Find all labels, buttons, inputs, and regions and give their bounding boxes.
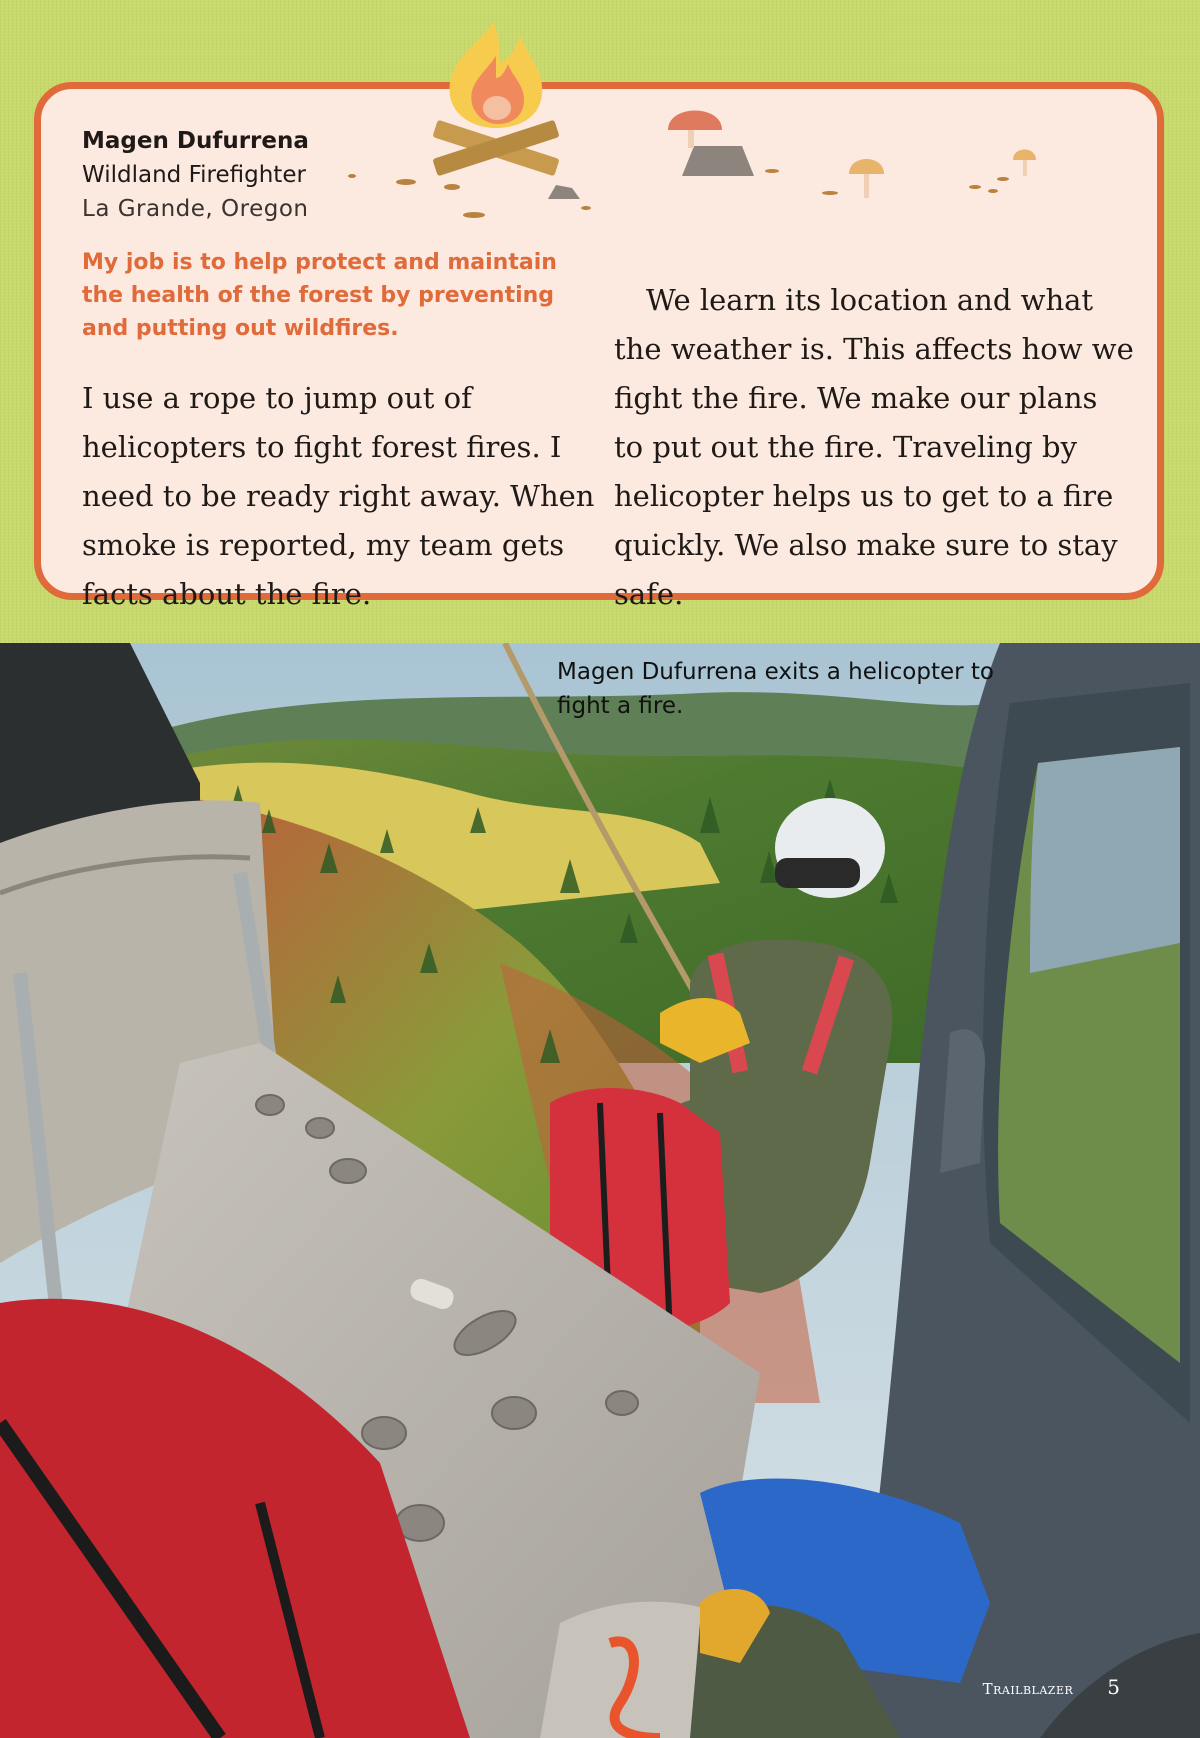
- helicopter-photo: [0, 643, 1200, 1738]
- person-role: Wildland Firefighter: [82, 162, 306, 188]
- body-column-left: [82, 374, 602, 619]
- body-paragraph: I use a rope to jump out of helicopters to fight forest fires. I need to be ready right away. When smoke is reported, my team gets facts about the fire.: [82, 381, 595, 611]
- page-number: 5: [1107, 1675, 1120, 1699]
- job-intro: My job is to help protect and maintain the health of the forest by preventing and putting out wildfires.: [82, 250, 557, 341]
- page-footer: [983, 1675, 1120, 1699]
- photo-caption: Magen Dufurrena exits a helicopter to fight a fire.: [557, 659, 994, 719]
- person-name: Magen Dufurrena: [82, 128, 309, 154]
- body-paragraph: We learn its location and what the weather is. This affects how we fight the fire. We make our plans to put out the fire. Traveling by helicopter helps us to get to a fire quickly. We also make sure to stay safe.: [614, 283, 1134, 611]
- person-location: La Grande, Oregon: [82, 196, 309, 222]
- body-column-right: [614, 276, 1134, 619]
- magazine-name: Trailblazer: [982, 1680, 1074, 1698]
